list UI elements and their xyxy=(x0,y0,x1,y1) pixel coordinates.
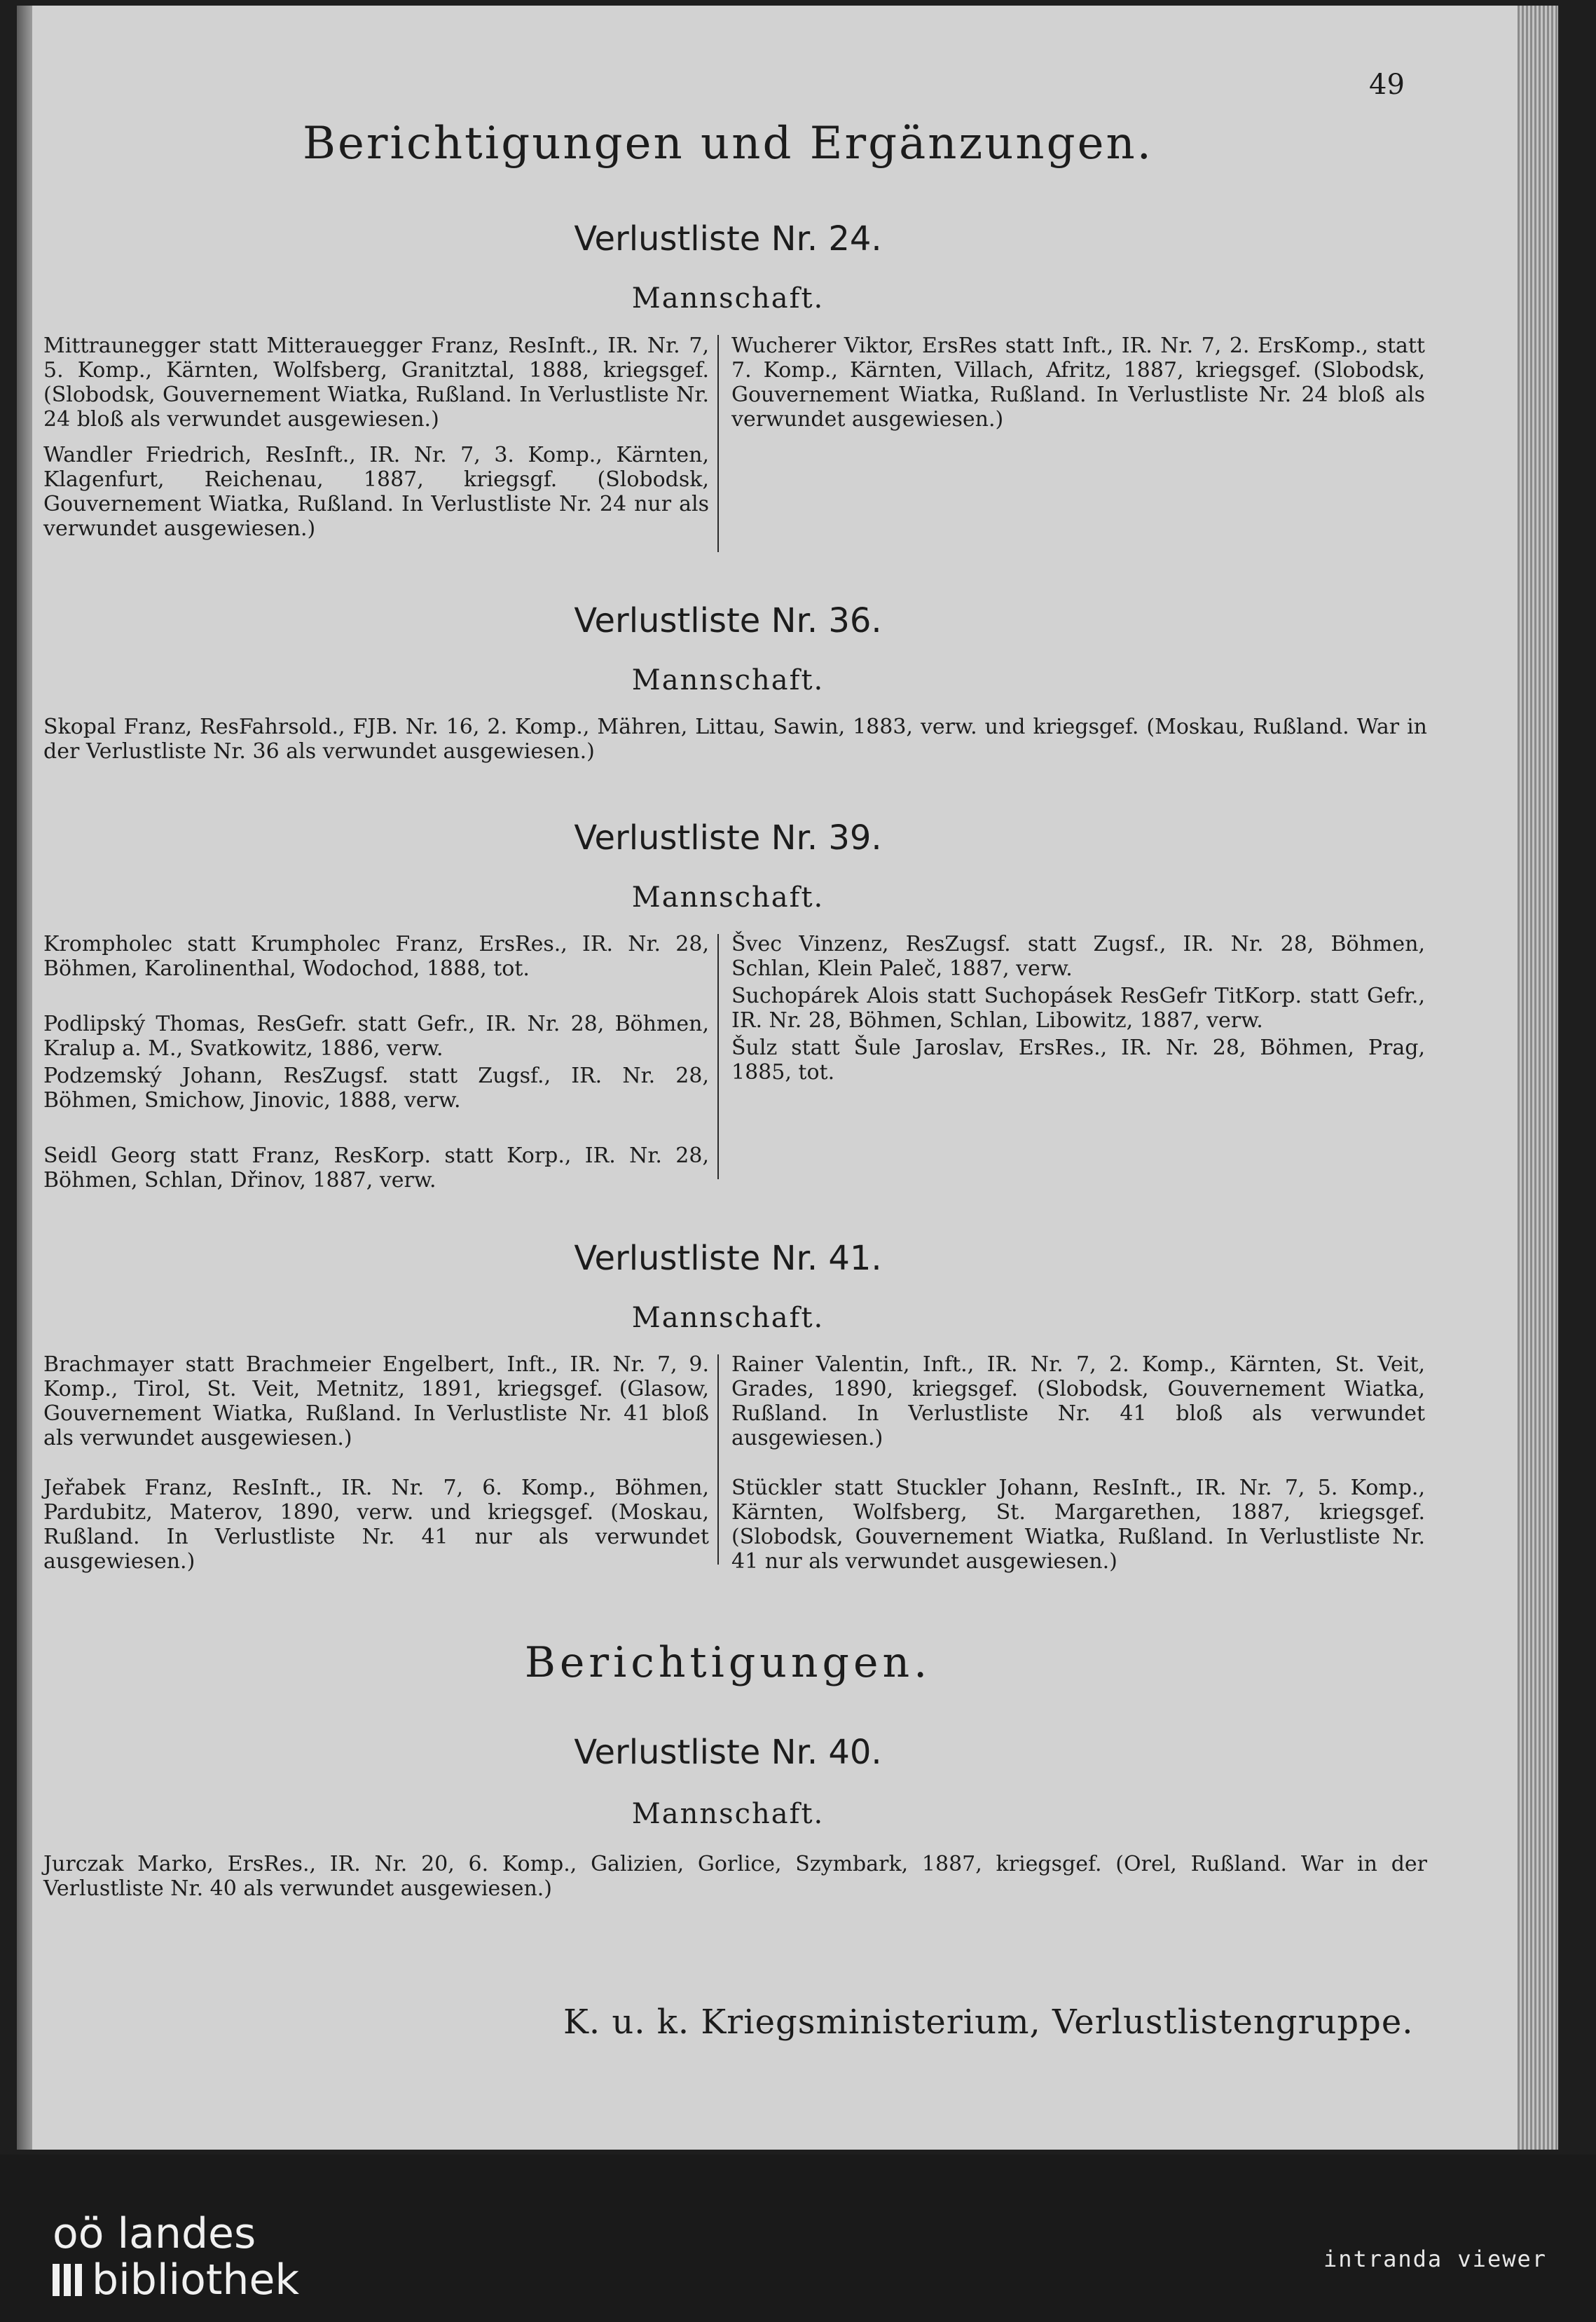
list-entry: Suchopárek Alois statt Suchopásek ResGefr TitKorp. statt Gefr., IR. Nr. 28, Böhmen, Schlan, Libowitz, 1887, verw. xyxy=(731,984,1425,1033)
section-heading-24: Verlustliste Nr. 24. xyxy=(574,219,882,259)
section-subheading-36: Mannschaft. xyxy=(631,664,825,696)
page-title: Berichtigungen und Ergänzungen. xyxy=(303,118,1153,170)
list-entry: Seidl Georg statt Franz, ResKorp. statt Korp., IR. Nr. 28, Böhmen, Schlan, Dřinov, 1887, verw. xyxy=(43,1143,709,1193)
section-36-entry: Skopal Franz, ResFahrsold., FJB. Nr. 16, 2. Komp., Mähren, Littau, Sawin, 1883, verw. und kriegsgef. (Moskau, Rußland. War in der Verlustliste Nr. 36 als verwundet ausgewiesen.) xyxy=(43,715,1427,764)
section-subheading-39: Mannschaft. xyxy=(631,881,825,914)
section-39-right-column xyxy=(731,932,1425,1096)
list-entry: Krompholec statt Krumpholec Franz, ErsRes., IR. Nr. 28, Böhmen, Karolinenthal, Wodochod, 1888, tot. xyxy=(43,932,709,981)
section-subheading-41: Mannschaft. xyxy=(631,1302,825,1334)
section-subheading-24: Mannschaft. xyxy=(631,282,825,315)
section-heading-41: Verlustliste Nr. 41. xyxy=(574,1239,882,1278)
library-logo[interactable] xyxy=(53,2211,299,2305)
logo-bars-icon xyxy=(53,2259,86,2305)
list-entry: Mittraunegger statt Mitterauegger Franz, ResInft., IR. Nr. 7, 5. Komp., Kärnten, Wolfsberg, Granitztal, 1888, kriegsgef. (Slobodsk, Gouvernement Wiatka, Rußland. In Verlustliste Nr. 24 bloß als verwundet ausgewiesen.) xyxy=(43,334,709,432)
section-24-left-column xyxy=(43,334,709,552)
section-24-right-column xyxy=(731,334,1425,443)
list-entry: Rainer Valentin, Inft., IR. Nr. 7, 2. Komp., Kärnten, St. Veit, Grades, 1890, kriegsgef. (Slobodsk, Gouvernement Wiatka, Rußland. In Verlustliste Nr. 41 bloß als verwundet ausgewiesen.) xyxy=(731,1352,1425,1450)
list-entry: Podzemský Johann, ResZugsf. statt Zugsf., IR. Nr. 28, Böhmen, Smichow, Jinovic, 1888, verw. xyxy=(43,1064,709,1113)
list-entry: Stückler statt Stuckler Johann, ResInft., IR. Nr. 7, 5. Komp., Kärnten, Wolfsberg, St. Margarethen, 1887, kriegsgef. (Slobodsk, Gouvernement Wiatka, Rußland. In Verlustliste Nr. 41 nur als verwundet ausgewiesen.) xyxy=(731,1476,1425,1574)
section-41-right-column xyxy=(731,1352,1425,1585)
corrections-title: Berichtigungen. xyxy=(524,1638,932,1687)
column-divider xyxy=(717,335,719,552)
section-heading-40: Verlustliste Nr. 40. xyxy=(574,1733,882,1772)
list-entry: Wandler Friedrich, ResInft., IR. Nr. 7, 3. Komp., Kärnten, Klagenfurt, Reichenau, 1887, kriegsgf. (Slobodsk, Gouvernement Wiatka, Rußland. In Verlustliste Nr. 24 nur als verwundet ausgewiesen.) xyxy=(43,443,709,541)
list-entry: Šulz statt Šule Jaroslav, ErsRes., IR. Nr. 28, Böhmen, Prag, 1885, tot. xyxy=(731,1036,1425,1085)
section-heading-36: Verlustliste Nr. 36. xyxy=(574,601,882,640)
column-divider xyxy=(717,1354,719,1565)
signature-line: K. u. k. Kriegsministerium, Verlustlistengruppe. xyxy=(563,2002,1414,2042)
document-page xyxy=(17,6,1558,2150)
list-entry: Wucherer Viktor, ErsRes statt Inft., IR. Nr. 7, 2. ErsKomp., statt 7. Komp., Kärnten, Villach, Afritz, 1887, kriegsgef. (Slobodsk, Gouvernement Wiatka, Rußland. In Verlustliste Nr. 24 bloß als verwundet ausgewiesen.) xyxy=(731,334,1425,432)
section-40-entry: Jurczak Marko, ErsRes., IR. Nr. 20, 6. Komp., Galizien, Gorlice, Szymbark, 1887, kriegsgef. (Orel, Rußland. War in der Verlustliste Nr. 40 als verwundet ausgewiesen.) xyxy=(43,1852,1427,1901)
section-41-left-column xyxy=(43,1352,709,1585)
section-heading-39: Verlustliste Nr. 39. xyxy=(574,818,882,858)
list-entry: Jeřabek Franz, ResInft., IR. Nr. 7, 6. Komp., Böhmen, Pardubitz, Materov, 1890, verw. und kriegsgef. (Moskau, Rußland. In Verlustliste Nr. 41 nur als verwundet ausgewiesen.) xyxy=(43,1476,709,1574)
page-number: 49 xyxy=(1369,69,1405,101)
page-edge xyxy=(1518,6,1558,2150)
section-subheading-40: Mannschaft. xyxy=(631,1798,825,1830)
list-entry: Švec Vinzenz, ResZugsf. statt Zugsf., IR. Nr. 28, Böhmen, Schlan, Klein Paleč, 1887, verw. xyxy=(731,932,1425,981)
section-39-left-column xyxy=(43,932,709,1204)
list-entry: Brachmayer statt Brachmeier Engelbert, Inft., IR. Nr. 7, 9. Komp., Tirol, St. Veit, Metnitz, 1891, kriegsgef. (Glasow, Gouvernement Wiatka, Rußland. In Verlustliste Nr. 41 bloß als verwundet ausgewiesen.) xyxy=(43,1352,709,1450)
viewer-footer xyxy=(0,2155,1596,2322)
logo-line-1: oö landes xyxy=(53,2209,256,2258)
logo-line-2: bibliothek xyxy=(92,2255,300,2304)
list-entry: Podlipský Thomas, ResGefr. statt Gefr., IR. Nr. 28, Böhmen, Kralup a. M., Svatkowitz, 1886, verw. xyxy=(43,1012,709,1061)
viewer-brand[interactable]: intranda viewer xyxy=(1323,2246,1547,2272)
column-divider xyxy=(717,934,719,1179)
